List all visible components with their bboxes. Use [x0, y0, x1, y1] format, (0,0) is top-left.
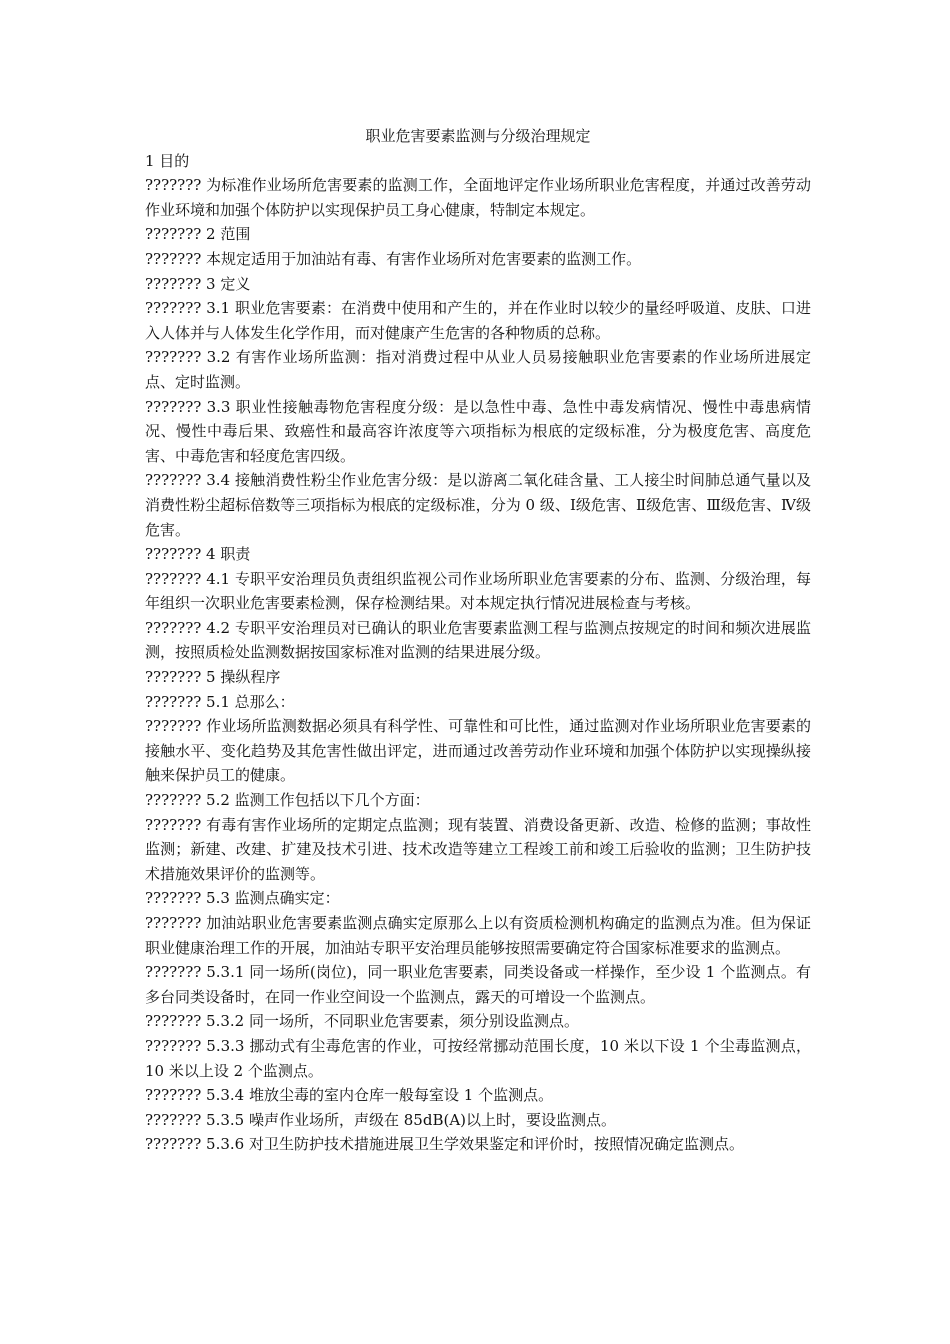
paragraph: ??????? 有毒有害作业场所的定期定点监测；现有装置、消费设备更新、改造、检修的监测；事故性监测；新建、改建、扩建及技术引进、技术改造等建立工程竣工前和竣工后验收的监测；卫生防护技术措施效果评价的监测等。: [145, 815, 811, 883]
paragraph: ??????? 作业场所监测数据必须具有科学性、可靠性和可比性，通过监测对作业场所职业危害要素的接触水平、变化趋势及其危害性做出评定，进而通过改善劳动作业环境和加强个体防护以实现操纵接触来保护员工的健康。: [145, 717, 811, 785]
paragraph-scope-heading: ??????? 2 范围: [145, 225, 251, 244]
paragraph: ??????? 3.1 职业危害要素：在消费中使用和产生的，并在作业时以较少的量经呼吸道、皮肤、口进入人体并与人体发生化学作用，而对健康产生危害的各种物质的总称。: [145, 299, 811, 342]
paragraph: ??????? 3.4 接触消费性粉尘作业危害分级：是以游离二氧化硅含量、工人接尘时间肺总通气量以及消费性粉尘超标倍数等三项指标为根底的定级标准，分为 0 级、Ⅰ级危害、Ⅱ级危害、Ⅲ级危害、Ⅳ级危害。: [145, 471, 811, 539]
paragraph: ??????? 5.3.3 挪动式有尘毒危害的作业，可按经常挪动范围长度，10 米以下设 1 个尘毒监测点，10 米以上设 2 个监测点。: [145, 1036, 811, 1080]
paragraph: ??????? 5.3.6 对卫生防护技术措施进展卫生学效果鉴定和评价时，按照情况确定监测点。: [145, 1135, 745, 1154]
paragraph-duties-heading: ??????? 4 职责: [145, 545, 251, 564]
document-body: [145, 124, 811, 1157]
paragraph: ??????? 5.3.2 同一场所，不同职业危害要素，须分别设监测点。: [145, 1012, 579, 1031]
paragraph: ??????? 5.2 监测工作包括以下几个方面：: [145, 791, 430, 810]
paragraph: ??????? 3.2 有害作业场所监测：指对消费过程中从业人员易接触职业危害要素的作业场所进展定点、定时监测。: [145, 348, 811, 391]
paragraph: ??????? 本规定适用于加油站有毒、有害作业场所对危害要素的监测工作。: [145, 249, 642, 268]
paragraph: ??????? 5.3.4 堆放尘毒的室内仓库一般每室设 1 个监测点。: [145, 1086, 554, 1105]
document-title: 职业危害要素监测与分级治理规定: [365, 127, 591, 145]
paragraph: ??????? 5.3.5 噪声作业场所，声级在 85dB(A)以上时，要设监测点。: [145, 1110, 617, 1129]
paragraph: ??????? 5.3.1 同一场所(岗位)，同一职业危害要素，同类设备或一样操作，至少设 1 个监测点。有多台同类设备时，在同一作业空间设一个监测点，露天的可增设一个监测点。: [145, 963, 811, 1006]
paragraph: ??????? 为标准作业场所危害要素的监测工作，全面地评定作业场所职业危害程度，并通过改善劳动作业环境和加强个体防护以实现保护员工身心健康，特制定本规定。: [145, 176, 811, 219]
paragraph: ??????? 5.1 总那么：: [145, 692, 295, 711]
paragraph: ??????? 5.3 监测点确实定：: [145, 889, 340, 908]
paragraph: ??????? 加油站职业危害要素监测点确实定原那么上以有资质检测机构确定的监测点为准。但为保证职业健康治理工作的开展，加油站专职平安治理员能够按照需要确定符合国家标准要求的监测点。: [145, 914, 811, 957]
paragraph-procedure-heading: ??????? 5 操纵程序: [145, 668, 281, 687]
paragraph-purpose-heading: 1 目的: [145, 151, 190, 170]
paragraph: ??????? 4.1 专职平安治理员负责组织监视公司作业场所职业危害要素的分布、监测、分级治理，每年组织一次职业危害要素检测，保存检测结果。对本规定执行情况进展检查与考核。: [145, 569, 811, 613]
paragraph: ??????? 3.3 职业性接触毒物危害程度分级：是以急性中毒、急性中毒发病情况、慢性中毒患病情况、慢性中毒后果、致癌性和最高容许浓度等六项指标为根底的定级标准，分为极度危害、高度危害、中毒危害和轻度危害四级。: [145, 397, 811, 465]
paragraph-definition-heading: ??????? 3 定义: [145, 274, 251, 293]
paragraph: ??????? 4.2 专职平安治理员对已确认的职业危害要素监测工程与监测点按规定的时间和频次进展监测，按照质检处监测数据按国家标准对监测的结果进展分级。: [145, 618, 811, 662]
